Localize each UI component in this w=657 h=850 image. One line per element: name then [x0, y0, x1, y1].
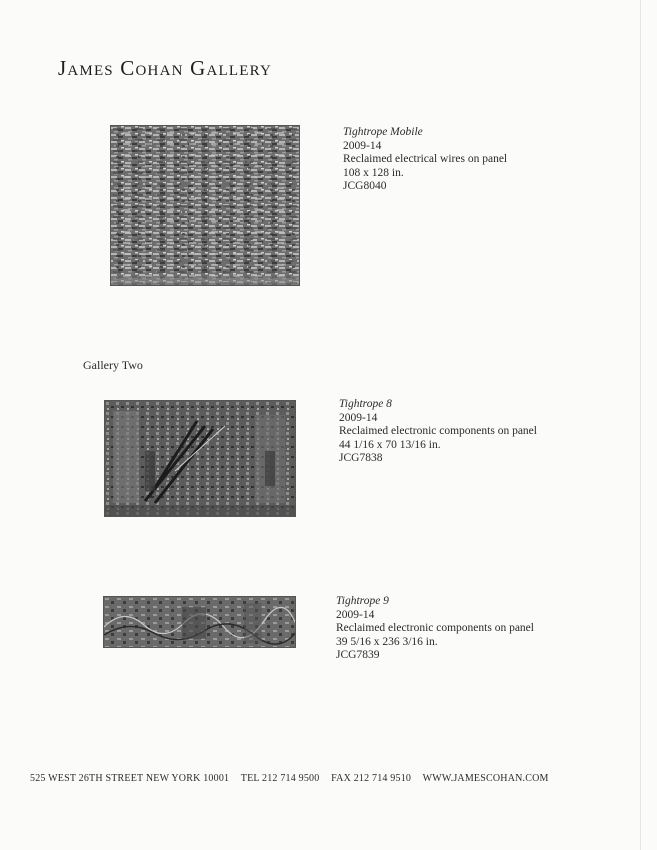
artwork-inventory-number: JCG7839: [336, 649, 380, 662]
artwork-inventory-number: JCG8040: [343, 180, 387, 193]
artwork-image-tightrope-mobile: [110, 125, 300, 286]
artwork-image-tightrope-8: [104, 400, 296, 517]
gallery-name: James Cohan Gallery: [58, 56, 272, 80]
artwork-inventory-number: JCG7838: [339, 452, 383, 465]
artwork-dimensions: 44 1/16 x 70 13/16 in.: [339, 438, 441, 451]
section-label: Gallery Two: [83, 358, 143, 372]
artwork-title: Tightrope 9: [336, 595, 389, 607]
artwork-caption-3: [336, 595, 534, 663]
artwork-dimensions: 108 x 128 in.: [343, 166, 404, 179]
footer-website-link[interactable]: WWW.JAMESCOHAN.COM: [422, 773, 549, 784]
artwork-title: Tightrope 8: [339, 398, 392, 410]
footer-contact: [30, 773, 630, 784]
artwork-caption-1: [343, 126, 507, 194]
artwork-medium: Reclaimed electronic components on panel: [339, 425, 537, 438]
artwork-medium: Reclaimed electronic components on panel: [336, 622, 534, 635]
footer-fax: FAX 212 714 9510: [331, 773, 412, 784]
artwork-year: 2009-14: [339, 411, 378, 424]
artwork-title: Tightrope Mobile: [343, 126, 423, 138]
artwork-year: 2009-14: [343, 139, 382, 152]
artwork-caption-2: [339, 398, 537, 466]
scan-edge-line: [640, 0, 641, 850]
footer-address: 525 WEST 26TH STREET NEW YORK 10001: [30, 773, 230, 784]
artwork-dimensions: 39 5/16 x 236 3/16 in.: [336, 635, 438, 648]
artwork-year: 2009-14: [336, 608, 375, 621]
artwork-image-tightrope-9: [103, 596, 296, 648]
footer-tel: TEL 212 714 9500: [240, 773, 320, 784]
artwork-medium: Reclaimed electrical wires on panel: [343, 153, 508, 166]
